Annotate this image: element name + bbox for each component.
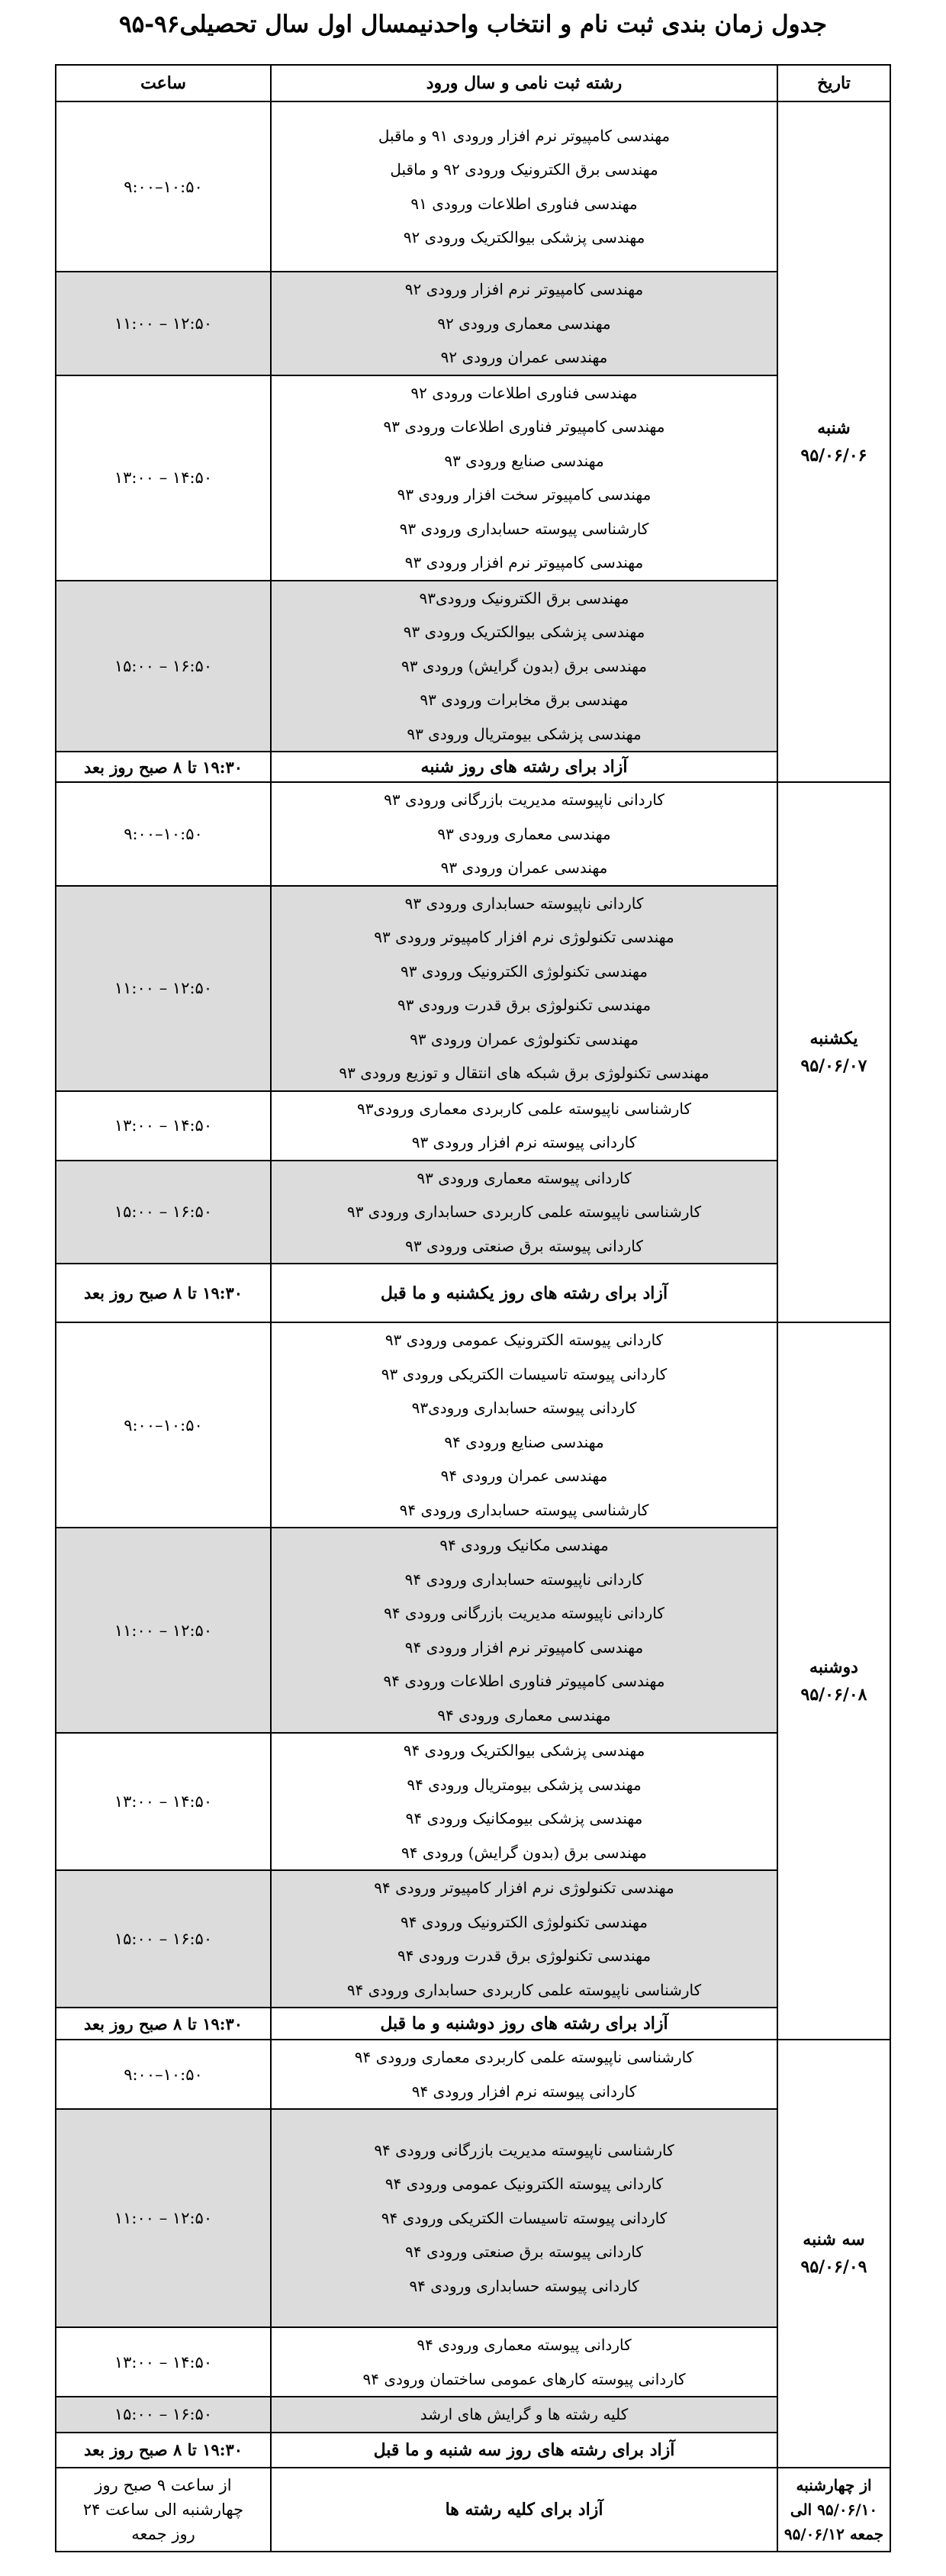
major-entry: مهندسی پزشکی بیومتریال ورودی ۹۳ [407,724,642,743]
major-entry: کاردانی ناپیوسته حسابداری ورودی ۹۴ [404,1570,644,1589]
major-entry: مهندسی کامپیوتر نرم افزار ورودی ۹۴ [404,1637,644,1657]
header-time: ساعت [56,65,271,101]
day-date: ۹۵/۰۶/۰۸ [800,1685,867,1705]
table-row [56,1322,890,1528]
major-entry: کاردانی پیوسته الکترونیک عمومی ورودی ۹۴ [385,2175,664,2194]
major-entry: مهندسی پزشکی بیوالکتریک ورودی ۹۳ [403,623,645,641]
major-entry: مهندسی تکنولوژی الکترونیک ورودی ۹۳ [401,961,648,980]
table-row [56,886,890,1091]
schedule-body [56,101,890,2552]
table-row [56,375,890,581]
majors-cell [271,2109,777,2327]
major-entry: مهندسی تکنولوژی الکترونیک ورودی ۹۴ [401,1912,648,1931]
major-entry: مهندسی عمران ورودی ۹۳ [440,858,608,877]
table-row [56,782,890,886]
major-entry: مهندسی تکنولوژی نرم افزار کامپیوتر ورودی ۹۴ [374,1879,674,1897]
major-entry: کاردانی پیوسته کارهای عمومی ساختمان ورودی ۹۴ [362,2369,686,2388]
major-entry: مهندسی کامپیوتر فناوری اطلاعات ورودی ۹۳ [383,417,665,436]
major-entry: مهندسی کامپیوتر نرم افزار ورودی ۹۲ [404,280,644,298]
major-entry: مهندسی پزشکی بیومکانیک ورودی ۹۴ [405,1809,643,1827]
major-entry: کاردانی ناپیوسته مدیریت بازرگانی ورودی ۹۳ [384,791,664,809]
schedule-table [55,64,891,2552]
free-label: آزاد برای رشته های روز یکشنبه و ما قبل [271,1264,777,1322]
major-entry: کاردانی پیوسته برق صنعتی ورودی ۹۳ [405,1236,643,1255]
free-time: ۱۹:۳۰ تا ۸ صبح روز بعد [56,1264,271,1322]
major-entry: مهندسی فناوری اطلاعات ورودی ۹۱ [410,194,638,213]
major-entry: مهندسی کامپیوتر سخت افزار ورودی ۹۳ [397,485,652,504]
major-entry: مهندسی عمران ورودی ۹۴ [440,1467,608,1485]
table-row [56,272,890,375]
major-entry: مهندسی عمران ورودی ۹۲ [440,348,608,366]
time-cell: ۱۱:۰۰ – ۱۲:۵۰ [56,272,271,375]
time-cell: ۱۵:۰۰ – ۱۶:۵۰ [56,581,271,752]
major-entry: مهندسی مکانیک ورودی ۹۴ [439,1536,609,1554]
major-entry: مهندسی کامپیوتر فناوری اطلاعات ورودی ۹۴ [383,1672,665,1690]
major-entry: کاردانی پیوسته حسابداری ورودی ۹۴ [409,2276,639,2295]
time-cell: ۱۱:۰۰ – ۱۲:۵۰ [56,2109,271,2327]
time-cell: ۱۵:۰۰ – ۱۶:۵۰ [56,1870,271,2008]
major-entry: کارشناسی ناپیوسته علمی کاربردی معماری ورودی ۹۴ [354,2048,694,2066]
day-cell [777,101,890,782]
time-cell: ۱۳:۰۰ – ۱۴:۵۰ [56,1091,271,1161]
time-cell: ۹:۰۰–۱۰:۵۰ [56,1322,271,1528]
major-entry: مهندسی پزشکی بیوالکتریک ورودی ۹۴ [403,1741,645,1760]
free-label: آزاد برای رشته های روز سه شنبه و ما قبل [271,2433,777,2468]
day-name: دوشنبه [809,1657,858,1677]
majors-cell [271,2040,777,2109]
time-cell: ۱۱:۰۰ – ۱۲:۵۰ [56,1528,271,1733]
major-entry: مهندسی تکنولوژی برق شبکه های انتقال و توزیع ورودی ۹۳ [339,1064,710,1082]
major-entry: کاردانی پیوسته نرم افزار ورودی ۹۳ [411,1133,637,1151]
free-row [56,2008,890,2040]
day-date: ۹۵/۰۶/۰۷ [800,1056,867,1076]
major-entry: مهندسی برق (بدون گرایش) ورودی ۹۴ [401,1843,647,1862]
major-entry: کاردانی پیوسته تاسیسات الکتریکی ورودی ۹۳ [381,1364,668,1383]
major-entry: کارشناسی پیوسته حسابداری ورودی ۹۳ [399,519,649,538]
table-header-row [56,65,890,101]
major-entry: مهندسی برق الکترونیک ورودی۹۳ [419,588,629,607]
majors-cell [271,581,777,752]
major-entry: مهندسی پزشکی بیوالکتریک ورودی ۹۲ [403,228,645,246]
time-cell: ۱۳:۰۰ – ۱۴:۵۰ [56,1733,271,1870]
table-row [56,2327,890,2397]
page-title: جدول زمان بندی ثبت نام و انتخاب واحدنیمسال اول سال تحصیلی۹۶-۹۵ [118,11,828,38]
header-majors: رشته ثبت نامی و سال ورود [271,65,777,101]
major-entry: مهندسی برق مخابرات ورودی ۹۳ [420,691,629,709]
table-row [56,1091,890,1161]
majors-cell [271,886,777,1091]
time-cell: ۹:۰۰–۱۰:۵۰ [56,782,271,886]
time-cell: ۱۳:۰۰ – ۱۴:۵۰ [56,375,271,581]
day-cell [777,782,890,1322]
major-entry: کاردانی پیوسته معماری ورودی ۹۳ [417,1168,632,1187]
table-row [56,2109,890,2327]
major-entry: کاردانی پیوسته حسابداری ورودی۹۳ [411,1399,637,1417]
major-entry: مهندسی کامپیوتر نرم افزار ورودی ۹۱ و ماقبل [378,126,671,145]
day-name: شنبه [817,418,851,438]
table-row [56,1870,890,2008]
major-entry: مهندسی معماری ورودی ۹۴ [437,1705,611,1724]
major-entry: مهندسی معماری ورودی ۹۳ [437,824,611,843]
majors-cell [271,2327,777,2397]
major-entry: کارشناسی ناپیوسته علمی کاربردی معماری ورودی۹۳ [356,1099,692,1118]
major-entry: کاردانی پیوسته معماری ورودی ۹۴ [417,2336,632,2354]
header-date: تاریخ [777,65,890,101]
time-cell: ۹:۰۰–۱۰:۵۰ [56,101,271,272]
free-time: ۱۹:۳۰ تا ۸ صبح روز بعد [56,2008,271,2040]
final-time: از ساعت ۹ صبح روز چهارشنبه الی ساعت ۲۴ روز جمعه [56,2468,271,2552]
major-entry: مهندسی فناوری اطلاعات ورودی ۹۲ [410,383,638,402]
majors-cell [271,782,777,886]
majors-cell [271,1091,777,1161]
final-row [56,2468,890,2552]
major-entry: کاردانی پیوسته الکترونیک عمومی ورودی ۹۳ [385,1331,664,1349]
major-entry: مهندسی تکنولوژی عمران ورودی ۹۳ [410,1029,639,1048]
day-date: ۹۵/۰۶/۰۶ [800,446,867,465]
majors-cell [271,1528,777,1733]
majors-cell [271,1733,777,1870]
free-time: ۱۹:۳۰ تا ۸ صبح روز بعد [56,2433,271,2468]
free-time: ۱۹:۳۰ تا ۸ صبح روز بعد [56,752,271,782]
time-cell: ۱۱:۰۰ – ۱۲:۵۰ [56,886,271,1091]
free-row [56,752,890,782]
major-entry: مهندسی برق الکترونیک ورودی ۹۲ و ماقبل [390,160,658,179]
table-row [56,1528,890,1733]
day-cell [777,1322,890,2040]
majors-cell [271,1161,777,1264]
major-entry: کاردانی ناپیوسته حسابداری ورودی ۹۳ [404,894,644,913]
final-date: از چهارشنبه ۹۵/۰۶/۱۰ الی جمعه ۹۵/۰۶/۱۲ [777,2468,890,2552]
table-row [56,1733,890,1870]
major-entry: کارشناسی پیوسته حسابداری ورودی ۹۴ [399,1500,649,1519]
table-row [56,101,890,272]
major-entry: مهندسی صنایع ورودی ۹۴ [444,1432,604,1451]
major-entry: کارشناسی ناپیوسته علمی کاربردی حسابداری ورودی ۹۳ [346,1203,702,1221]
major-entry: کارشناسی ناپیوسته مدیریت بازرگانی ورودی ۹۴ [374,2140,674,2159]
free-row [56,2433,890,2468]
time-cell: ۱۵:۰۰ – ۱۶:۵۰ [56,1161,271,1264]
majors-cell [271,1870,777,2008]
free-row [56,1264,890,1322]
free-label: آزاد برای رشته های روز شنبه [271,752,777,782]
major-entry: مهندسی برق (بدون گرایش) ورودی ۹۳ [401,656,647,675]
major-entry: کاردانی پیوسته برق صنعتی ورودی ۹۴ [405,2243,643,2262]
time-cell: ۹:۰۰–۱۰:۵۰ [56,2040,271,2109]
majors-cell [271,2397,777,2433]
majors-cell [271,1322,777,1528]
majors-cell [271,101,777,272]
free-label: آزاد برای رشته های روز دوشنبه و ما قبل [271,2008,777,2040]
table-row [56,1161,890,1264]
major-entry: مهندسی تکنولوژی برق قدرت ورودی ۹۳ [397,996,652,1014]
day-cell [777,2040,890,2468]
major-entry: کلیه رشته ها و گرایش های ارشد [420,2405,629,2423]
table-row [56,2040,890,2109]
day-name: سه شنبه [803,2230,865,2250]
majors-cell [271,272,777,375]
major-entry: کاردانی ناپیوسته مدیریت بازرگانی ورودی ۹۴ [384,1604,664,1622]
time-cell: ۱۵:۰۰ – ۱۶:۵۰ [56,2397,271,2433]
major-entry: مهندسی معماری ورودی ۹۲ [437,314,611,333]
final-label: آزاد برای کلیه رشته ها [271,2468,777,2552]
major-entry: مهندسی تکنولوژی برق قدرت ورودی ۹۴ [397,1946,652,1965]
time-cell: ۱۳:۰۰ – ۱۴:۵۰ [56,2327,271,2397]
major-entry: کاردانی پیوسته نرم افزار ورودی ۹۴ [411,2082,637,2101]
table-row [56,2397,890,2433]
major-entry: مهندسی کامپیوتر نرم افزار ورودی ۹۳ [404,553,644,572]
major-entry: مهندسی پزشکی بیومتریال ورودی ۹۴ [407,1775,642,1794]
table-row [56,581,890,752]
major-entry: کارشناسی ناپیوسته علمی کاربردی حسابداری ورودی ۹۴ [346,1980,702,1999]
day-date: ۹۵/۰۶/۰۹ [800,2257,867,2278]
major-entry: مهندسی صنایع ورودی ۹۳ [444,451,604,470]
day-name: یکشنبه [809,1029,858,1048]
majors-cell [271,375,777,581]
major-entry: کاردانی پیوسته تاسیسات الکتریکی ورودی ۹۴ [381,2208,668,2227]
major-entry: مهندسی تکنولوژی نرم افزار کامپیوتر ورودی ۹۳ [374,928,674,946]
